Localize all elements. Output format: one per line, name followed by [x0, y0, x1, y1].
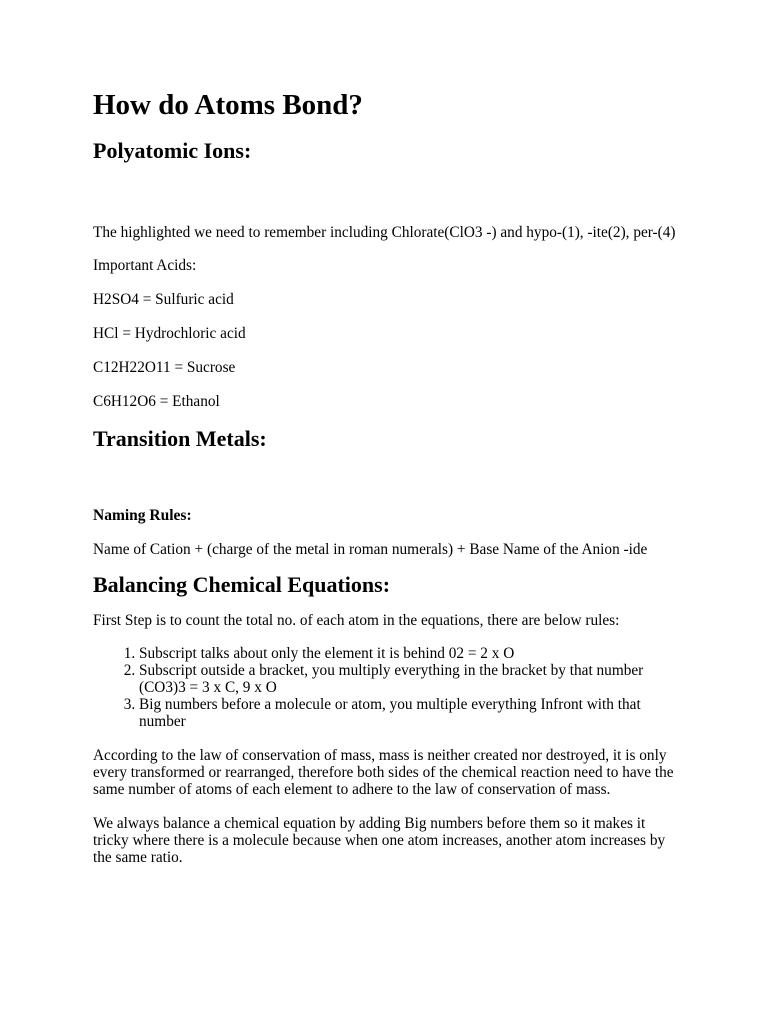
acid-item: HCl = Hydrochloric acid	[93, 325, 246, 342]
heading-transition-metals: Transition Metals:	[93, 426, 267, 451]
document-page	[93, 88, 683, 866]
balancing-rules-list	[93, 645, 683, 730]
heading-balancing-equations: Balancing Chemical Equations:	[93, 572, 391, 597]
method-paragraph: We always balance a chemical equation by adding Big numbers before them so it makes it tricky where there is a molecule because when one atom increases, another atom increases by the same ratio.	[93, 815, 666, 866]
heading-polyatomic-ions: Polyatomic Ions:	[93, 138, 252, 163]
balancing-intro: First Step is to count the total no. of each atom in the equations, there are below rules:	[93, 612, 620, 629]
conservation-paragraph: According to the law of conservation of mass, mass is neither created nor destroyed, it is only every transformed or rearranged, therefore both sides of the chemical reaction need to have the same number of atoms of each element to adhere to the law of conservation of mass.	[93, 747, 674, 798]
acid-item: H2SO4 = Sulfuric acid	[93, 291, 234, 308]
important-acids-label: Important Acids:	[93, 257, 197, 274]
list-item: 3. Big numbers before a molecule or atom, you multiple everything Infront with that number	[139, 696, 683, 730]
list-item: 2. Subscript outside a bracket, you multiply everything in the bracket by that number (CO3)3 = 3 x C, 9 x O	[139, 662, 683, 696]
acid-item: C12H22O11 = Sucrose	[93, 359, 236, 376]
highlight-note: The highlighted we need to remember including Chlorate(ClO3 -) and hypo-(1), -ite(2), per-(4)	[93, 224, 676, 241]
document-title: How do Atoms Bond?	[93, 89, 363, 121]
acid-item: C6H12O6 = Ethanol	[93, 393, 220, 410]
naming-rule: Name of Cation + (charge of the metal in roman numerals) + Base Name of the Anion -ide	[93, 541, 648, 558]
heading-naming-rules: Naming Rules:	[93, 507, 192, 524]
list-item: 1. Subscript talks about only the element it is behind 02 = 2 x O	[139, 645, 683, 662]
